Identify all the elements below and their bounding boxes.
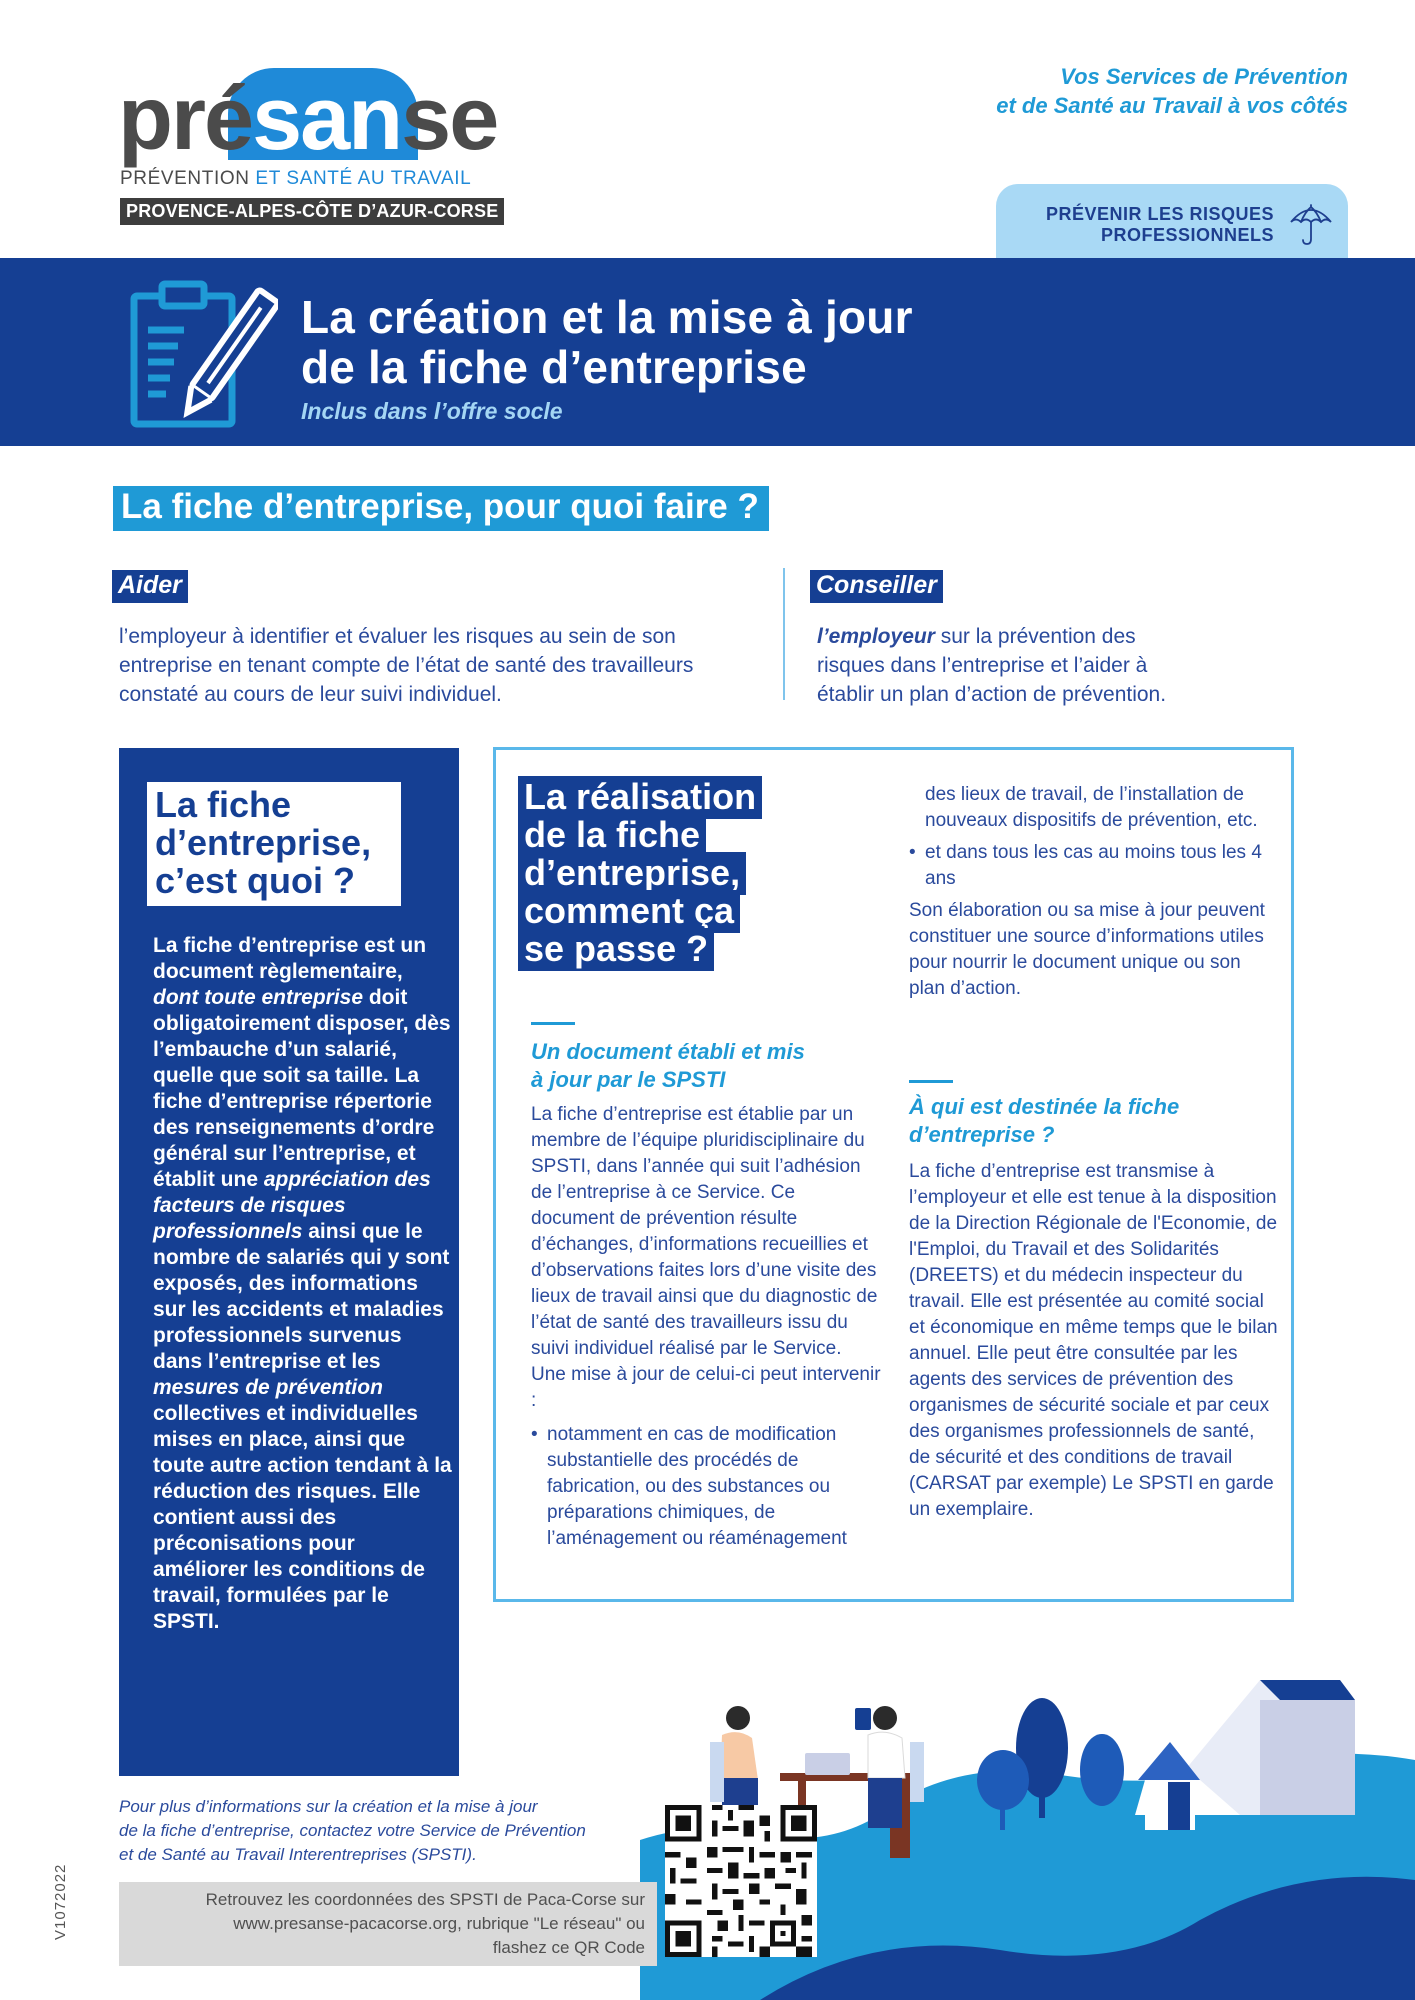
title-banner [0, 258, 1415, 446]
text-span: sur la prévention des [934, 625, 1136, 648]
logo-word-part: san [252, 69, 402, 169]
document-paragraph [531, 1102, 881, 1552]
what-heading [147, 782, 401, 906]
how-heading-text [518, 776, 762, 971]
how-it-works-panel [493, 747, 1294, 1602]
subheading-line: Un document établi et mis [531, 1039, 805, 1064]
why-heading: La fiche d’entreprise, pour quoi faire ? [113, 486, 769, 531]
recipient-paragraph: La fiche d’entreprise est transmise à l’employeur et elle est tenue à la disposition de la Direction Régionale de l'Economie, de l'Emploi, du Travail et des Solidarités (DREETS) et du médecin inspecteur du travail. Elle est présentée au comité social et économique en même temps que le bilan annuel. Elle peut être consultée par les agents des services de prévention des organismes de sécurité sociale et par ceux des organismes professionnels de santé, de sécurité et des conditions de travail (CARSAT par exemple) Le SPSTI en garde un exemplaire. [909, 1161, 1278, 1520]
logo-subtitle [120, 168, 471, 190]
presanse-logo [118, 64, 499, 230]
page-subtitle: Inclus dans l’offre socle [301, 398, 563, 424]
aider-tag: Aider [112, 570, 188, 603]
paragraph-text: Une mise à jour de celui-ci peut intervenir : [531, 1364, 881, 1411]
tagline-line: Vos Services de Prévention [1060, 64, 1348, 89]
emphasis: l’employeur [817, 625, 935, 648]
info-line: Retrouvez les coordonnées des SPSTI de Paca-Corse sur [205, 1890, 645, 1909]
heading-line: de la fiche [524, 814, 701, 855]
logo-region: PROVENCE-ALPES-CÔTE D’AZUR-CORSE [120, 198, 504, 225]
bullet-item: • notamment en cas de modification substantielle des procédés de fabrication, ou des substances ou préparations chimiques, de l’aménagement ou réaménagement [531, 1422, 881, 1552]
heading-line: d’entreprise, [524, 852, 741, 893]
logo-sub-part: ET SANTÉ AU TRAVAIL [255, 168, 472, 189]
text-line: risques dans l’entreprise et l’aider à [817, 654, 1148, 677]
aider-text [119, 622, 779, 709]
heading-line: La réalisation [524, 776, 757, 817]
subheading-line: d’entreprise ? [909, 1122, 1055, 1147]
risk-tab-line: PROFESSIONNELS [1100, 225, 1274, 245]
emphasis: appréciation des facteurs de risques professionnels [153, 1168, 431, 1243]
risk-tab-line: PRÉVENIR LES RISQUES [1045, 204, 1274, 224]
text-span: collectives et individuelles mises en place, ainsi que toute autre action tendant à la réduction des risques. Elle contient aussi des préconisations pour améliorer les conditions de travail, formulées par le SPSTI. [153, 1402, 452, 1633]
heading-line: c’est quoi ? [155, 860, 356, 901]
logo-sub-part: PRÉVENTION [120, 168, 250, 189]
paragraph-text: Son élaboration ou sa mise à jour peuvent constituer une source d’informations utiles pour nourrir le document unique ou son plan d’action. [909, 900, 1265, 999]
how-heading [518, 778, 788, 968]
text-span: La fiche d’entreprise est un document règlementaire, [153, 934, 427, 983]
website-info-box [119, 1882, 657, 1966]
paragraph-text: La fiche d’entreprise est établie par un membre de l’équipe pluridisciplinaire du SPSTI, dans l’année qui suit l’adhésion de l’entreprise à ce Service. Ce document de prévention résulte d’échanges, d’informations recueillies et d’observations faites lors d’une visite des lieux de travail ainsi que du diagnostic de l’état de santé des travailleurs issu du suivi individuel réalisé par le Service. [531, 1104, 878, 1359]
text-span: doit obligatoirement disposer, dès l’embauche d’un salarié, quelle que soit sa taille. La fiche d’entreprise répertorie des renseignements d’ordre général sur l’entreprise, et établit une [153, 986, 451, 1191]
tagline [996, 62, 1348, 120]
risk-category-tab [996, 184, 1348, 260]
conseiller-text [817, 622, 1287, 709]
note-line: Pour plus d’informations sur la création et la mise à jour [119, 1797, 538, 1816]
note-line: de la fiche d’entreprise, contactez votre Service de Prévention [119, 1821, 586, 1840]
qr-code-icon[interactable] [665, 1805, 817, 1957]
logo-word-part: se [401, 69, 498, 169]
info-line: flashez ce QR Code [492, 1938, 645, 1957]
page-title [301, 292, 913, 392]
heading-line: comment ça [524, 890, 735, 931]
heading-line: d’entreprise, [155, 822, 372, 863]
text-line: établir un plan d’action de prévention. [817, 683, 1167, 706]
conseiller-tag: Conseiller [810, 570, 943, 603]
info-line[interactable]: www.presanse-pacacorse.org, rubrique "Le réseau" ou [233, 1914, 645, 1933]
emphasis: dont toute entreprise [153, 986, 364, 1009]
what-body-text [153, 933, 453, 1635]
emphasis: mesures de prévention [153, 1376, 383, 1399]
subheading-line: À qui est destinée la fiche [909, 1094, 1180, 1119]
text-line: constaté au cours de leur suivi individuel. [119, 683, 502, 706]
clipboard-pen-icon [128, 278, 278, 430]
version-code: V1072022 [52, 1863, 69, 1940]
tagline-line: et de Santé au Travail à vos côtés [996, 93, 1348, 118]
text-line: entreprise en tenant compte de l’état de santé des travailleurs [119, 654, 694, 677]
title-line: La création et la mise à jour [301, 291, 913, 343]
contact-note [119, 1795, 659, 1867]
text-line [817, 622, 1287, 651]
text-span: ainsi que le nombre de salariés qui y sont exposés, des informations sur les accidents et maladies professionnels survenus dans l’entreprise et les [153, 1220, 450, 1373]
update-continued [909, 782, 1279, 1002]
bullet-continued: des lieux de travail, de l’installation de nouveaux dispositifs de prévention, etc. [925, 784, 1258, 831]
column-divider [783, 568, 785, 700]
section-dash [531, 1022, 575, 1025]
heading-line: La fiche [155, 784, 292, 825]
note-line: et de Santé au Travail Interentreprises (SPSTI). [119, 1845, 477, 1864]
bullet-item: • et dans tous les cas au moins tous les 4 ans [909, 840, 1279, 892]
section-dash [909, 1080, 953, 1083]
logo-wordmark [118, 64, 497, 174]
recipient-subheading [909, 1093, 1279, 1149]
document-subheading [531, 1038, 871, 1094]
title-line: de la fiche d’entreprise [301, 341, 807, 393]
subheading-line: à jour par le SPSTI [531, 1067, 726, 1092]
heading-line: se passe ? [524, 928, 709, 969]
what-is-it-panel [119, 748, 459, 1776]
logo-word-part: pré [118, 69, 253, 169]
umbrella-icon [1288, 204, 1334, 246]
text-line: l’employeur à identifier et évaluer les risques au sein de son [119, 625, 676, 648]
